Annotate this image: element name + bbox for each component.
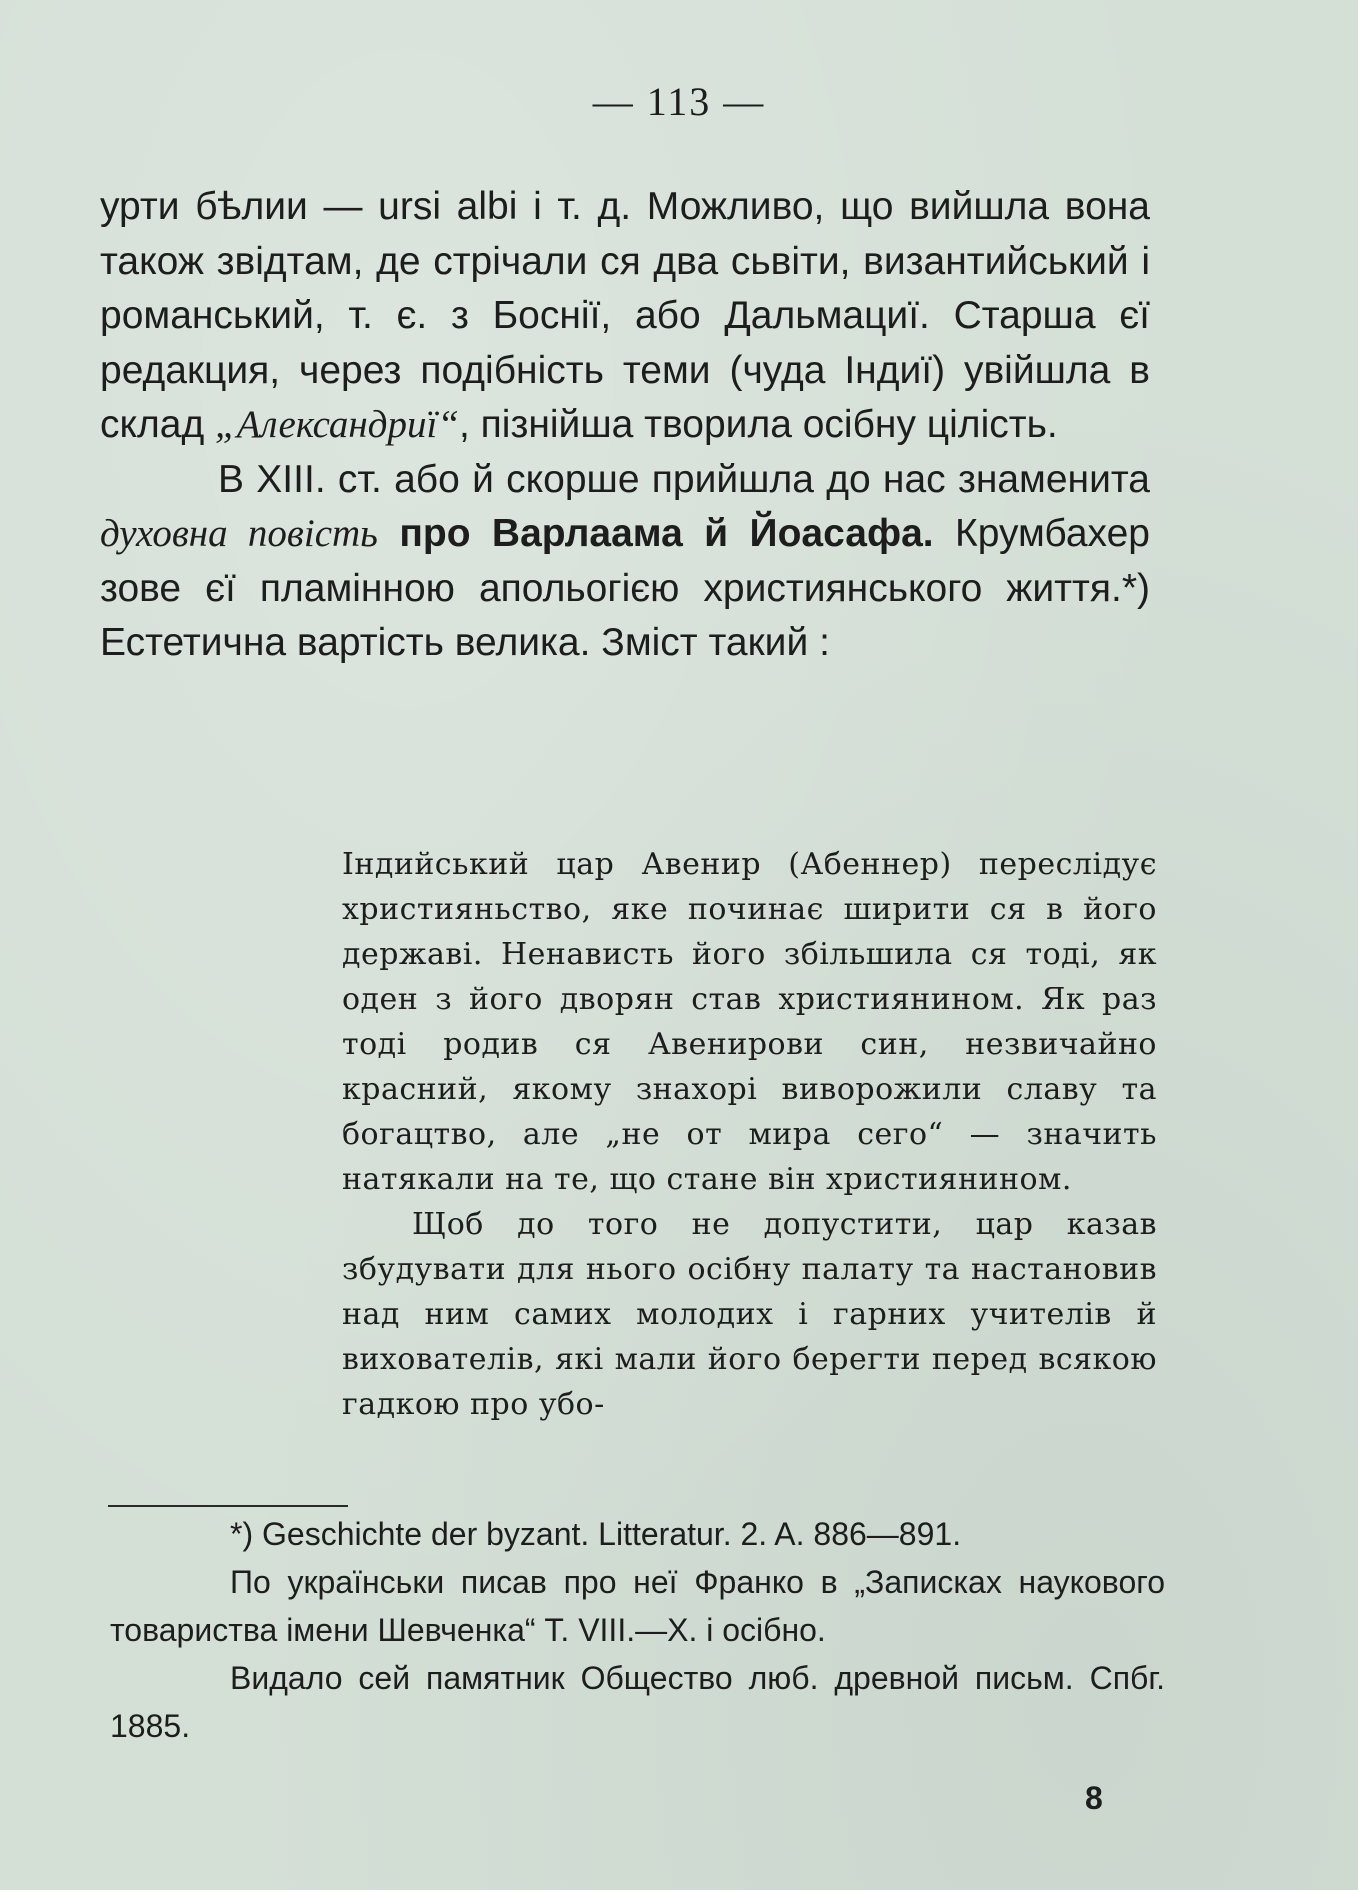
footnote-divider [108,1505,348,1507]
main-paragraph-2 [100,453,1150,671]
barlaam-josaphat-title: про Варлаама й Йоасафа. [399,512,934,555]
summary-paragraph-2: Щоб до того не допустити, цар казав збудувати для нього осібну палату та настановив над ним самих молодих і гарних учителів й вихователів, які мали його берегти перед всякою гадкою про убо- [342,1207,1157,1422]
main-paragraph-2-end: Крумбахер зове єї пламінною апольогією християнського життя.*) Естетична вартість велика. Зміст такий : [100,512,1150,664]
footnote-2: По українськи писав про неї Франко в „Записках наукового товариства імени Шевченка“ Т. VIII.—X. і осібно. [110,1564,1165,1648]
main-paragraph-2-start: В XIII. ст. або й скорше прийшла до нас знаменита [218,457,1150,501]
signature-mark: 8 [1085,1780,1103,1816]
spiritual-tale-term: духовна повість [100,512,378,555]
footnote-3: Видало сей памятник Общество люб. древной письм. Спбг. 1885. [110,1660,1165,1744]
page-number: — 113 — [592,79,766,124]
summary-paragraph-1: Індийський цар Авенир (Абеннер) переслідує християньство, яке починає ширити ся в його державі. Ненависть його збільшила ся тоді, як оден з його дворян став християнином. Як раз тоді родив ся Авенирови син, незвичайно красний, якому знахорі виворожили славу та богацтво, але „не от мира сего“ — значить натякали на те, що стане він християнином. [342,847,1157,1197]
footnotes [110,1510,1165,1750]
main-paragraph-1-end: , пізнійша творила осібну цілість. [459,403,1058,446]
footnote-1: *) Geschichte der byzant. Litteratur. 2. A. 886—891. [230,1516,962,1552]
main-text [100,180,1150,671]
main-paragraph-1 [100,180,1150,453]
alexandria-title: „Александриї“ [215,403,460,446]
summary-block [342,842,1157,1427]
main-paragraph-1-text: урти бѣлии — ursi albi і т. д. Можливо, що вийшла вона також звідтам, де стрічали ся два сьвіти, византийський і романський, т. є. з Боснії, або Дальмациї. Старша єї редакция, через подібність теми (чуда Індиї) увійшла в склад [100,185,1150,446]
